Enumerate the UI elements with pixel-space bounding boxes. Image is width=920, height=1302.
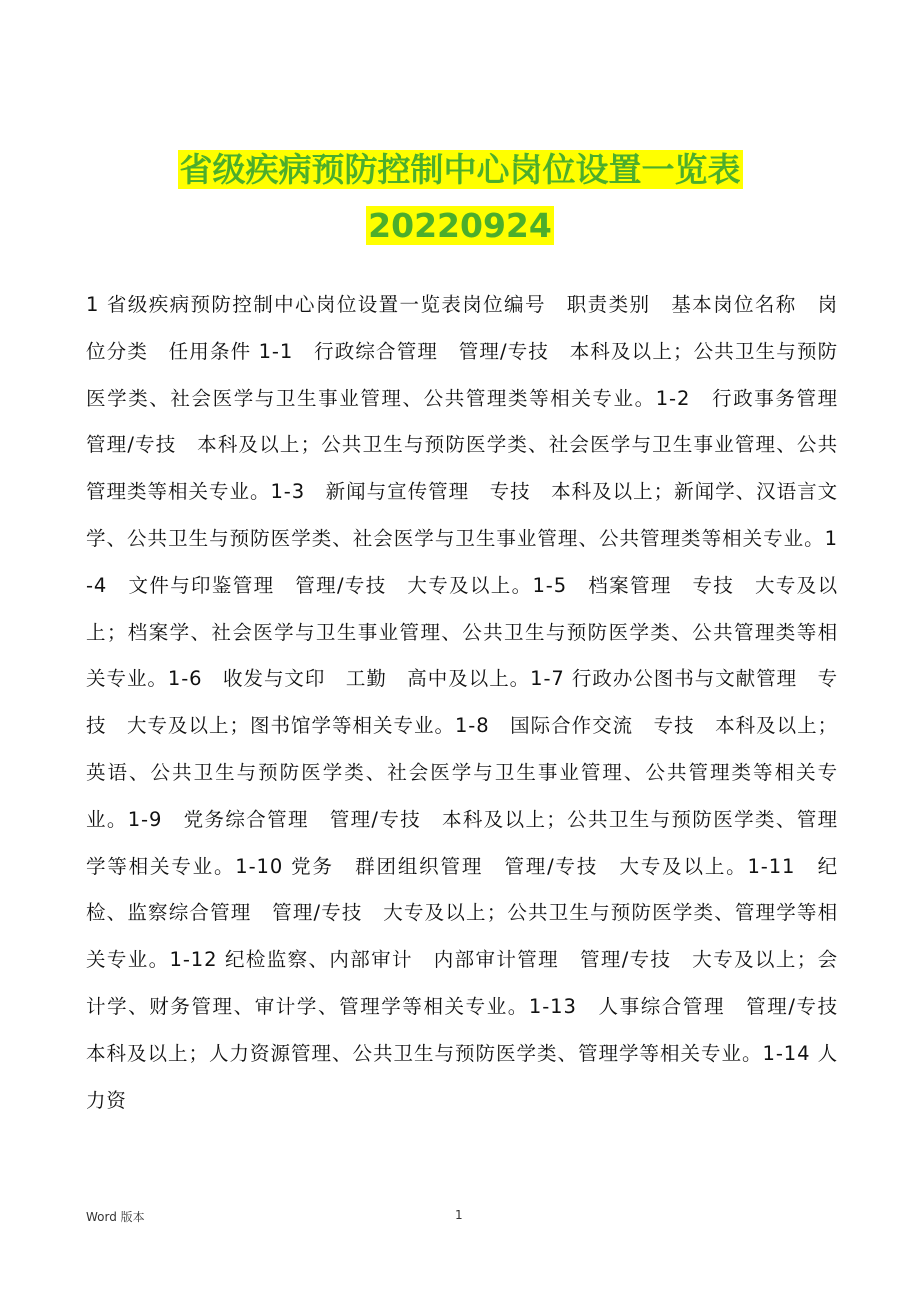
document-title-date (0, 204, 920, 248)
document-title-line2: 20220924 (368, 206, 552, 245)
document-body-text: 1 省级疾病预防控制中心岗位设置一览表岗位编号 职责类别 基本岗位名称 岗位分类 任用条件 1-1 行政综合管理 管理/专技 本科及以上；公共卫生与预防医学类、社会医学与卫生事业管理、公共管理类等相关专业。1-2 行政事务管理 管理/专技 本科及以上；公共卫生与预防医学类、社会医学与卫生事业管理、公共管理类等相关专业。1-3 新闻与宣传管理 专技 本科及以上；新闻学、汉语言文学、公共卫生与预防医学类、社会医学与卫生事业管理、公共管理类等相关专业。1-4 文件与印鉴管理 管理/专技 大专及以上。1-5 档案管理 专技 大专及以上；档案学、社会医学与卫生事业管理、公共卫生与预防医学类、公共管理类等相关专业。1-6 收发与文印 工勤 高中及以上。1-7 行政办公图书与文献管理 专技 大专及以上；图书馆学等相关专业。1-8 国际合作交流 专技 本科及以上；英语、公共卫生与预防医学类、社会医学与卫生事业管理、公共管理类等相关专业。1-9 党务综合管理 管理/专技 本科及以上；公共卫生与预防医学类、管理学等相关专业。1-10 党务 群团组织管理 管理/专技 大专及以上。1-11 纪检、监察综合管理 管理/专技 大专及以上；公共卫生与预防医学类、管理学等相关专业。1-12 纪检监察、内部审计 内部审计管理 管理/专技 大专及以上；会计学、财务管理、审计学、管理学等相关专业。1-13 人事综合管理 管理/专技 本科及以上；人力资源管理、公共卫生与预防医学类、管理学等相关专业。1-14 人力资 (86, 293, 859, 1112)
footer-label: Word 版本 (86, 1210, 145, 1224)
document-title-line1: 省级疾病预防控制中心岗位设置一览表 (179, 150, 741, 189)
document-title (0, 148, 920, 192)
footer-page-number: 1 (455, 1208, 463, 1222)
